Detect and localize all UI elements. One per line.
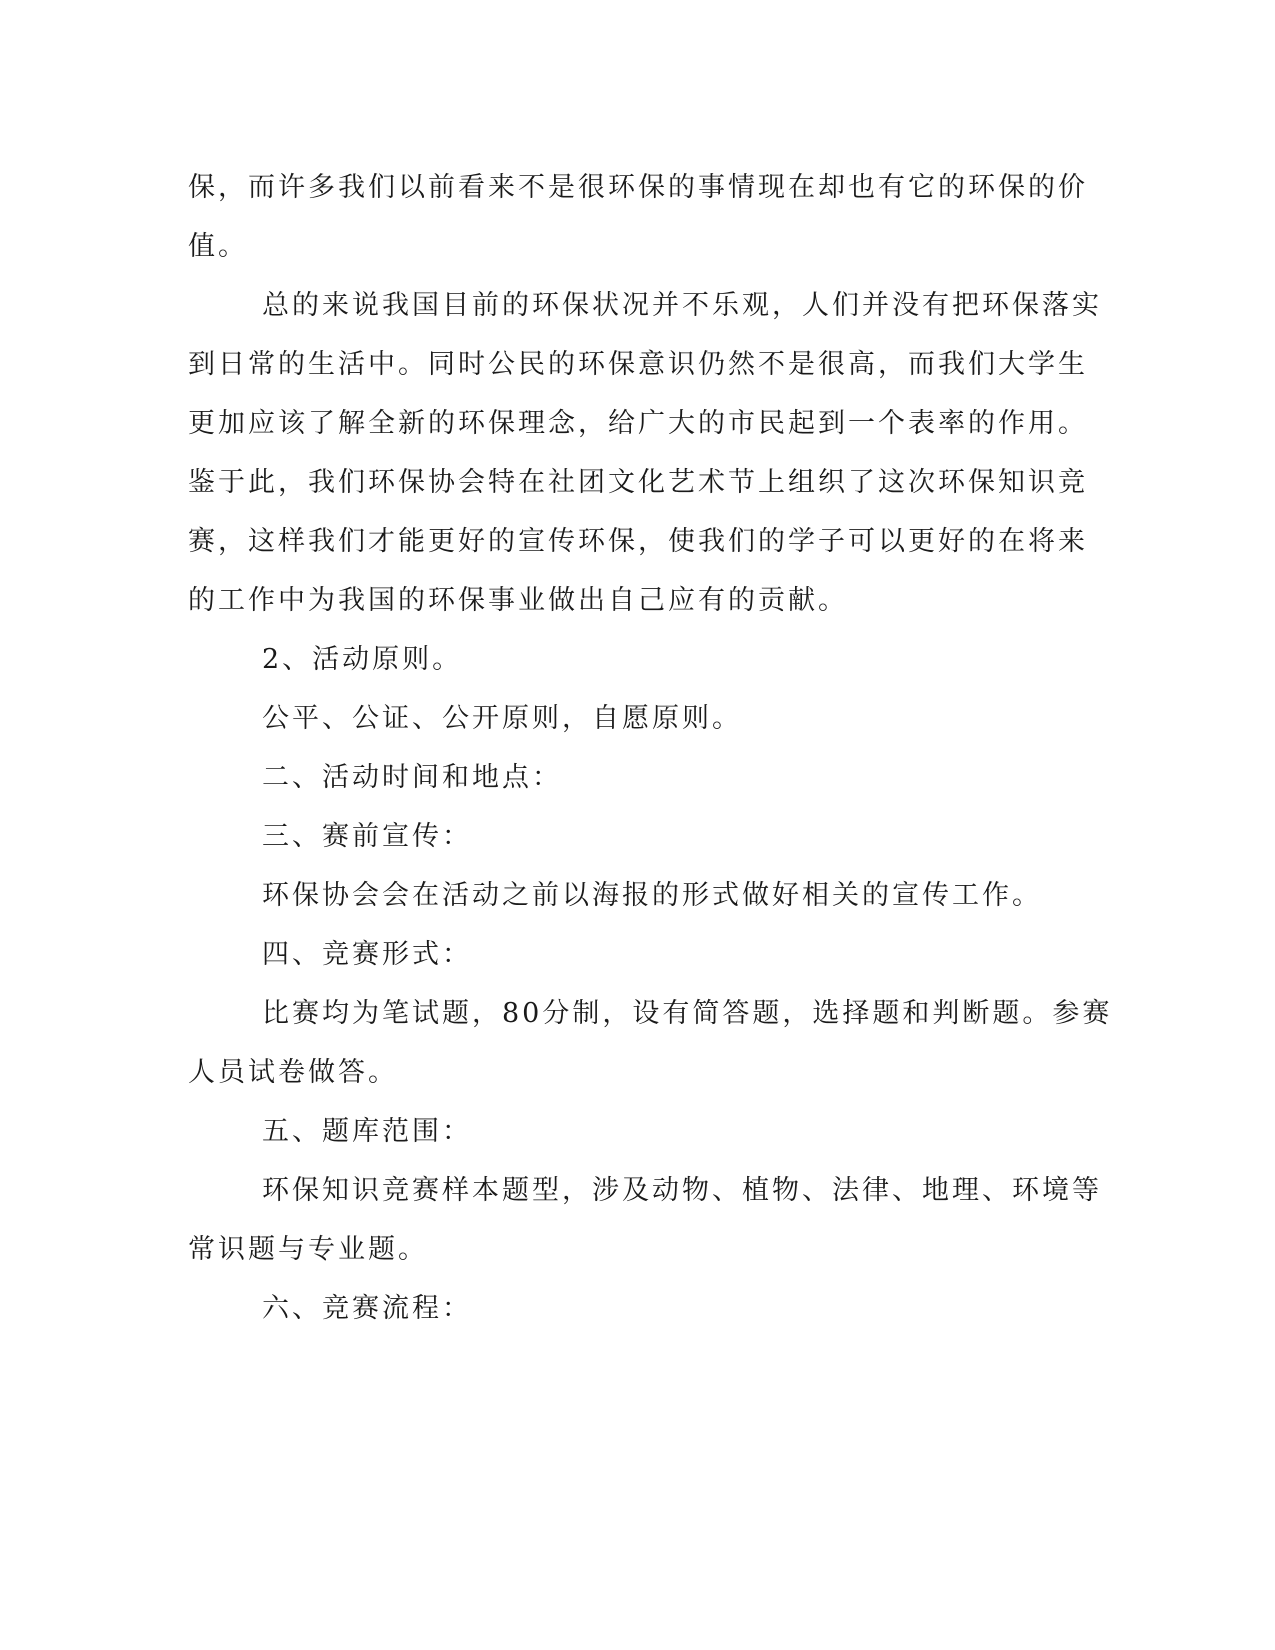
paragraph-first-line: 公平、公证、公开原则，自愿原则。 bbox=[262, 703, 742, 734]
text-line: 鉴于此，我们环保协会特在社团文化艺术节上组织了这次环保知识竞 bbox=[188, 467, 1088, 498]
section-heading: 三、赛前宣传： bbox=[262, 821, 472, 852]
section-heading: 2、活动原则。 bbox=[262, 644, 463, 675]
paragraph-first-line: 环保协会会在活动之前以海报的形式做好相关的宣传工作。 bbox=[262, 880, 1042, 911]
section-heading: 二、活动时间和地点： bbox=[262, 762, 562, 793]
paragraph-first-line: 总的来说我国目前的环保状况并不乐观，人们并没有把环保落实 bbox=[262, 290, 1102, 321]
text-line: 的工作中为我国的环保事业做出自己应有的贡献。 bbox=[188, 585, 848, 616]
section-heading: 四、竞赛形式： bbox=[262, 939, 472, 970]
section-heading: 六、竞赛流程： bbox=[262, 1293, 472, 1324]
text-line: 保，而许多我们以前看来不是很环保的事情现在却也有它的环保的价 bbox=[188, 172, 1088, 203]
paragraph-first-line: 环保知识竞赛样本题型，涉及动物、植物、法律、地理、环境等 bbox=[262, 1175, 1102, 1206]
text-line: 赛，这样我们才能更好的宣传环保，使我们的学子可以更好的在将来 bbox=[188, 526, 1088, 557]
section-heading: 五、题库范围： bbox=[262, 1116, 472, 1147]
paragraph-first-line: 比赛均为笔试题，80分制，设有简答题，选择题和判断题。参赛 bbox=[262, 998, 1113, 1029]
text-line: 常识题与专业题。 bbox=[188, 1234, 428, 1265]
text-line: 人员试卷做答。 bbox=[188, 1057, 398, 1088]
text-line: 值。 bbox=[188, 231, 248, 262]
text-line: 更加应该了解全新的环保理念，给广大的市民起到一个表率的作用。 bbox=[188, 408, 1088, 439]
text-line: 到日常的生活中。同时公民的环保意识仍然不是很高，而我们大学生 bbox=[188, 349, 1088, 380]
